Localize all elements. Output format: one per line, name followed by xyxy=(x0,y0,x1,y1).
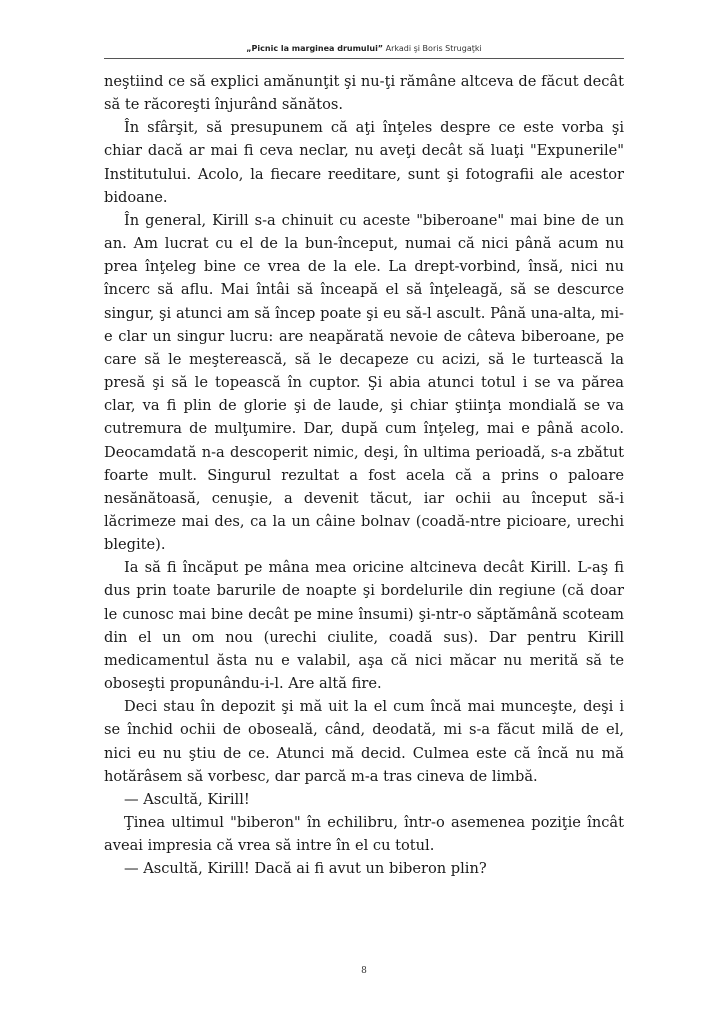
running-header xyxy=(0,44,728,53)
paragraph: neştiind ce să explici amănunţit şi nu-ţi rămâne altceva de făcut decât să te răcoreşti înjurând sănătos. xyxy=(104,73,624,114)
page-number: 8 xyxy=(361,966,367,976)
book-title: „Picnic la marginea drumului” xyxy=(246,44,384,53)
paragraph: Ia să fi încăput pe mâna mea oricine altcineva decât Kirill. L-aş fi dus prin toate barurile de noapte şi bordelurile din regiune (că doar le cunosc mai bine decât pe mine însumi) şi-ntr-o săptămână scoteam din el un om nou (urechi ciulite, coadă sus). Dar pentru Kirill medicamentul ăsta nu e valabil, aşa că nici măcar nu merită să te oboseşti propunându-i-l. Are altă fire. xyxy=(104,559,624,693)
paragraph: În general, Kirill s-a chinuit cu aceste "biberoane" mai bine de un an. Am lucrat cu el de la bun-început, numai că nici până acum nu prea înţeleg bine ce vrea de la ele. La drept-vorbind, însă, nici nu încerc să aflu. Mai întâi să înceapă el să înţeleagă, să se descurce singur, şi atunci am să încep poate şi eu să-l ascult. Până una-alta, mi-e clar un singur lucru: are neapărată nevoie de câteva biberoane, pe care să le meşterească, să le decapeze cu acizi, să le turtească la presă şi să le topească în cuptor. Şi abia atunci totul i se va părea clar, va fi plin de glorie şi de laude, şi chiar ştiinţa mondială se va cutremura de mulţumire. Dar, după cum înţeleg, mai e până acolo. Deocamdată n-a descoperit nimic, deşi, în ultima perioadă, s-a zbătut foarte mult. Singurul rezultat a fost acela că a prins o paloare nesănătoasă, cenuşie, a devenit tăcut, iar ochii au început să-i lăcrimeze mai des, ca la un câine bolnav (coadă-ntre picioare, urechi blegite). xyxy=(104,211,624,554)
paragraph: Ţinea ultimul "biberon" în echilibru, într-o asemenea poziţie încât aveai impresia că vrea să intre în el cu totul. xyxy=(104,814,624,855)
page-body xyxy=(104,70,624,880)
paragraph: În sfârşit, să presupunem că aţi înţeles despre ce este vorba şi chiar dacă ar mai fi ceva neclar, nu aveţi decât să luaţi "Expunerile" Institutului. Acolo, la fiecare reeditare, sunt şi fotografii ale acestor bidoane. xyxy=(104,119,624,206)
paragraph: Deci stau în depozit şi mă uit la el cum încă mai munceşte, deşi i se închid ochii de oboseală, când, deodată, mi s-a făcut milă de el, nici eu nu ştiu de ce. Atunci mă decid. Culmea este că încă nu mă hotărâsem să vorbesc, dar parcă m-a tras cineva de limbă. xyxy=(104,698,624,785)
dialogue-line: — Ascultă, Kirill! xyxy=(124,790,250,808)
dialogue-line: — Ascultă, Kirill! Dacă ai fi avut un biberon plin? xyxy=(124,860,487,878)
header-divider xyxy=(104,58,624,59)
book-authors: Arkadi şi Boris Strugaţki xyxy=(385,44,482,53)
